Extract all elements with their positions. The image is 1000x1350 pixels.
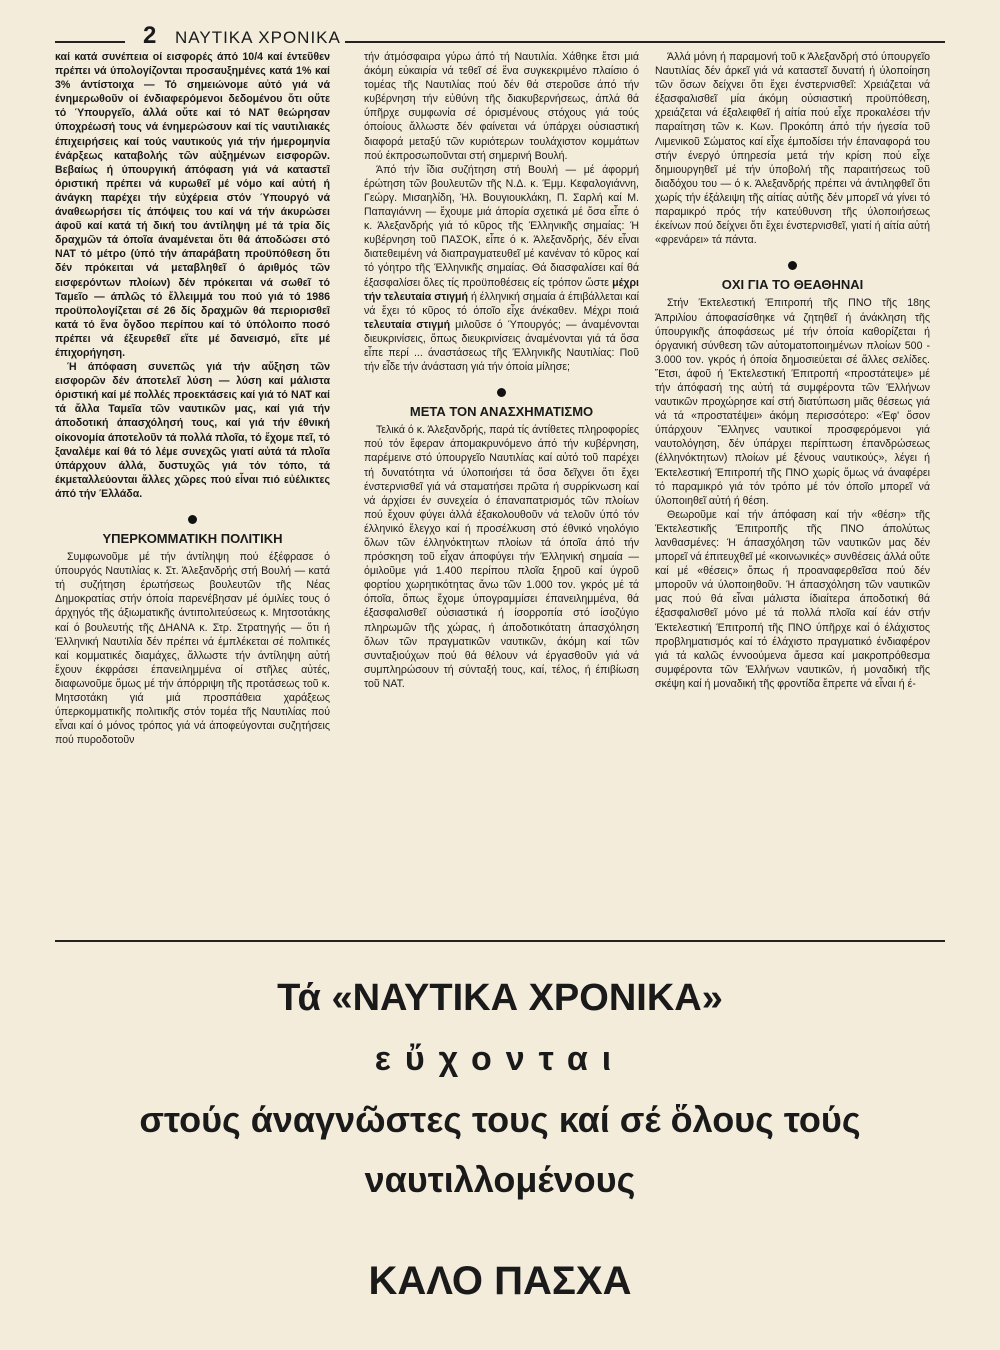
section-bullet-icon bbox=[788, 261, 797, 270]
col2-paragraph-1: τήν άτμόσφαιρα γύρω άπό τή Ναυτιλία. Χάθηκε ἔτσι μιά άκόμη εὐκαιρία νά τεθεῖ σέ ἕνα συγκεκριμένο πλαίσιο ό τομέας τῆς Ναυτιλίας πού δέν θά στεροῦσε άπό τήν κυβέρνηση τήν εὐθύνη τῆς διακυβερνήσεως, άπλά θά ύπῆρχε συμφωνία σέ όρισμένους στόχους γιά τούς όποίους ἄλλωστε δέν φαίνεται νά ύπάρχει οὐσιαστική διαφορά μεταξύ τῶν κυριότερων τουλάχιστον κομμάτων πού έκπροσωποῦνται στή σημερινή Βουλή. bbox=[364, 51, 639, 162]
greeting-title: Τά «ΝΑΥΤΙΚΑ ΧΡΟΝΙΚΑ» bbox=[277, 977, 723, 1019]
header-rule-left bbox=[55, 41, 125, 43]
subhead-oxi-gia-to-theathinai: ΟΧΙ ΓΙΑ ΤΟ ΘΕΑΘΗΝΑΙ bbox=[721, 277, 864, 293]
col3-paragraph-3: Θεωροῦμε καί τήν άπόφαση καί τήν «θέση» τῆς Έκτελεστικῆς Έπιτροπῆς τῆς ΠΝΟ άπολύτως λανθασμένες: Ή άπασχόληση τῶν ναυτικῶν μας δέν μπορεῖ νά έπιτευχθεῖ μέ «κοινωνικές» συνθέσεις άλλά οὔτε καί μέ «θέσεις» ὅπως ή προαναφερθεῖσα πού δέν μποροῦν νά ύλοποιηθοῦν. Ή άπασχόληση τῶν ναυτικῶν μας πού θά εἶναι μάλιστα ίδιαίτερα άποδοτική θά έξασφαλισθεῖ μόνο μέ τά πολλά πλοῖα καί έάν στήν Έκτελεστική Έπιτροπή τῆς ΠΝΟ ύπῆρχε καί ό έλάχιστος προβληματισμός καί τό έλάχιστο πραγματικό ένδιαφέρον γιά τά καλῶς έννοούμενα ἄμεσα καί μακροπρόθεσμα συμφέροντα τῶν Έλλήνων ναυτικῶν, ή μοναδική τῆς σκέψη καί ή μοναδική τῆς φροντίδα ἔπρεπε νά εἶναι ή έ- bbox=[655, 508, 930, 690]
greeting-wish: εὔχονται bbox=[374, 1040, 626, 1078]
col2-paragraph-2 bbox=[364, 163, 639, 374]
header-rule-right bbox=[345, 41, 945, 43]
masthead: ΝΑΥΤΙΚΑ ΧΡΟΝΙΚΑ bbox=[175, 28, 341, 47]
col2-paragraph-2-text: Άπό τήν ἴδια συζήτηση στή Βουλή — μέ άφορμή έρώτηση τῶν βουλευτῶν τῆς Ν.Δ. κ. Έμμ. Κεφαλογιάννη, Γεώργ. Μισαηλίδη, Ήλ. Βουγιουκλάκη, Π. Σαρλή καί Μ. Παπαγιάννη — ἔχουμε μιά άπορία σχετικά μέ ὅσα εἶπε ό κ. Άλεξανδρής γιά τό κῦρος τῆς Έλληνικῆς σημαίας: Ή κυβέρνηση τοῦ ΠΑΣΟΚ, εἶπε ό κ. Άλεξανδρής, δέν εἶναι διατεθειμένη νά διαπραγματευθεῖ μέ κανέναν τό κῦρος καί τό γόητρο τῆς Έλληνικῆς σημαίας. Θά διασφαλίσει καί θά έξασφαλίσει ὅλες τίς προϋποθέσεις είς τρόπον ὥστε bbox=[364, 163, 639, 289]
page-number: 2 bbox=[143, 22, 157, 49]
greeting-readers: στούς άναγνῶστες τους καί σέ ὅλους τούς bbox=[139, 1099, 861, 1140]
col1-paragraph-3: Συμφωνοῦμε μέ τήν άντίληψη πού έξέφρασε ό ύπουργός Ναυτιλίας κ. Στ. Άλεξανδρής στή Βουλή — κατά τή συζήτηση έρωτήσεως βουλευτῶν τῆς Νέας Δημοκρατίας στήν όποία παρενέβησαν μέ όμιλίες τους ό άρχηγός τῆς άξιωματικῆς άντιπολιτεύσεως κ. Μητσοτάκης καί ό βουλευτής τῆς ΔΗΑΝΑ κ. Στρ. Στρατηγής — ὅτι ή Έλληνική Ναυτιλία δέν πρέπει νά έμπλέκεται σέ πολιτικές καί κομματικές διαμάχες, ἄλλωστε τήν άντίληψη αὐτή ἔχουν έκφράσει έπανειλημμένα οί στῆλες αὐτές, διαφωνοῦμε ὅμως μέ τήν άπόρριψη τῆς προτάσεως τοῦ κ. Μητσοτάκη γιά μιά προσπάθεια χαράξεως ύπερκομματικῆς πολιτικῆς στόν τομέα τῆς Ναυτιλίας πού εἶναι καί ό μόνος τρόπος γιά νά άποφεύγονται συζητήσεις πού πυροδοτοῦν bbox=[55, 551, 330, 747]
column-1 bbox=[55, 50, 330, 930]
section-bullet-icon bbox=[188, 515, 197, 524]
highlight-last-moment-2: τελευταία στιγμή bbox=[364, 318, 451, 331]
col1-paragraph-2: Ή άπόφαση συνεπῶς γιά τήν αὔξηση τῶν εισφορῶν δέν άποτελεῖ λύση — λύση καί μάλιστα όριστική καί μέ πολλές προεκτάσεις καί γιά τό ΝΑΤ καί τά ἄλλα Ταμεῖα τῶν ναυτικῶν μας, καί γιά τήν άποδοτική άπασχόλησή τους, καί γιά τήν έθνική οίκονομία άποτελοῦν τά πολλά πλοῖα, τό ἔχομε πεῖ, τό ξαναλέμε καί θά τό λέμε συνεχῶς γιατί αὐτά τά πλοῖα ύπάρχουν άλλά, δυστυχῶς γιά τόν τόπο, τά έκμεταλλεύονται ἄλλες χῶρες πού εἶναι πιό εὐέλικτες άπό τήν Έλλάδα. bbox=[55, 361, 330, 500]
column-2 bbox=[364, 50, 639, 930]
col2-paragraph-3: Τελικά ό κ. Άλεξανδρής, παρά τίς άντίθετες πληροφορίες πού τόν ἔφεραν άπομακρυνόμενο άπό τήν κυβέρνηση, παρέμεινε στό ύπουργεῖο Ναυτιλίας καί αὐτό τοῦ παρέχει τή δυνατότητα νά ύλοποιήσει τά ὅσα δεῖχνει ὅτι ἔχει ένστερνισθεῖ γιά νά σταματήσει πρῶτα ή συρρίκνωση καί νά άρχίσει έν συνεχεία ό έπαναπατρισμός τῶν πλοίων πού ἔχουν φύγει άλλά έξακολουθοῦν νά τελοῦν ύπό τόν έλληνικό ἔλεγχο καί ή προσέλκυση στό έθνικό νηολόγιο ὅλων τῶν έλληνόκτητων πλοίων τά όποῖα άπό τήν πρόσκηση τοῦ εἶχαν άποφύγει τήν Έλληνική σημαία — όμιλοῦμε γιά 1.400 περίπου πλοῖα ξηροῦ καί ύγροῦ φορτίου χωρητικότητας ἄνω τῶν 1.000 τον. γκρός μέ τά όποῖα, ὅπως ἔχομε ύπογραμμίσει έπανειλημμένα, θά έξασφαλισθεῖ οὐσιαστικά ή ίσορροπία στό ίσοζύγιο πληρωμῶν τῆς χώρας, ή άποδοτικότατη άπασχόληση ὅλων τῶν πραγματικῶν ναυτικῶν, άκόμη καί τῶν συνταξιούχων πού θά θέλουν νά έργασθοῦν γιά νά συμπληρώσουν τή σύνταξή τους, καί, τέλος, ή έπιβίωση τοῦ ΝΑΤ. bbox=[364, 424, 639, 690]
article-columns bbox=[55, 50, 945, 930]
col2-paragraph-2-text-c: μιλοῦσε ό Ύπουργός; — άναμένονται διευκρινίσεις, ὅπως διευκρινίσεις άναμένονται γιά τά ὅσα εἶπε περί ... άναστάσεως τῆς Έλληνικῆς Ναυτιλίας: Ποῦ τήν εἶδε τήν άνάσταση γιά τήν όποία μίλησε; bbox=[364, 318, 639, 374]
col3-paragraph-2: Στήν Έκτελεστική Έπιτροπή τῆς ΠΝΟ τῆς 18ης Άπριλίου άποφασίσθηκε νά ζητηθεῖ ή άνάκληση τῆς ύπουργικῆς άποφάσεως μέ τήν όποία καθορίζεται ή όργανική σύνθεση τῶν αὐτοματοποιημένων πλοίων 500 - 3.000 τον. γκρός ή όποία δημοσιεύεται σέ ἄλλες σελίδες. Ἔτσι, άφοῦ ή Έκτελεστική Έπιτροπή «προστάτεψε» μέ τήν άπόφασή της αὐτή τά συμφέροντα τῶν Έλλήνων ναυτικῶν προχώρησε καί στή διατύπωση μιᾶς θέσεως γιά νά τά «προστατέψει» άκόμη περισσότερο: «Ἐφ' ὅσον ύπάρχουν Ἕλληνες ναυτικοί προσφερόμενοι γιά ναυτολόγηση, δέν ύπάρχει περίπτωση έπανδρώσεως (έλληνόκτητων) πλοίων μέ ξένους ναυτικούς», λέγει ή Έκτελεστική Έπιτροπή τῆς ΠΝΟ χωρίς ὅμως νά άναφέρει τό παραμικρό γιά τόν τρόπο μέ τόν όποῖο μπορεῖ νά ύλοποιηθεῖ αὐτή ή θέση. bbox=[655, 297, 930, 507]
col1-paragraph-1: καί κατά συνέπεια οί εισφορές άπό 10/4 καί έντεῦθεν πρέπει νά ύπολογίζονται προσαυξημένες κατά 1% καί 3% άντίστοιχα — Τό σημειώνομε αὐτό γιά νά ένημερωθοῦν οί ένδιαφερόμενοι δεδομένου ὅτι οὔτε τό Ύπουργεῖο, άλλά οὔτε καί τό ΝΑΤ θεώρησαν ύποχρέωσή τους νά ένημερώσουν καί τίς ναυτιλιακές έπιχειρήσεις καί τούς ναυτικούς γιά τήν ήμερομηνία ένάρξεως καταβολής τῶν αὐξημένων εισφορῶν. Βεβαίως ή ύπουργική άπόφαση γιά νά καταστεῖ όριστική πρέπει νά κυρωθεῖ μέ νόμο καί αὐτή ή άνάγκη παρέχει τήν εὐχέρεια στόν Ύπουργό νά άναθεωρήσει τίς άπόψεις του καί νά τήν άκυρώσει άφοῦ καί κατά τή δική του άντίληψη μέ τά τρία δίς δραχμῶν τά όποῖα άναμένεται ὅτι θά άποδώσει στό ΝΑΤ τό μέτρο (ύπό τήν άπαράβατη προϋπόθεση ὅτι δέν πρόκειται νά μεταβληθεῖ ό άριθμός τῶν εισφερόντων πλοίων) δέν πρόκειται νά σωθεῖ τό Ταμεῖο — άπλῶς τό ἔλλειμμά του πού γιά τό 1986 προϋπολογίζεται σέ 26 δίς δραχμῶν θά περιορισθεῖ κατά τό ἕνα ὄγδοο περίπου καί τό ύπόλοιπο ποσό πρέπει νά έξευρεθεῖ εἴτε μέ δανεισμό, εἴτε μέ έπιχορήγηση. bbox=[55, 51, 330, 359]
page-header bbox=[55, 22, 945, 50]
column-3 bbox=[655, 50, 930, 930]
greeting-seafarers: ναυτιλλομένους bbox=[364, 1159, 636, 1200]
subhead-yperkommatiki-politiki: ΥΠΕΡΚΟΜΜΑΤΙΚΗ ΠΟΛΙΤΙΚΗ bbox=[102, 531, 283, 546]
greeting-kalo-pasxa: ΚΑΛΟ ΠΑΣΧΑ bbox=[368, 1259, 632, 1303]
section-divider bbox=[55, 940, 945, 942]
section-bullet-icon bbox=[497, 388, 506, 397]
col2-paragraph-2-text-b: ή έλληνική σημαία ά έπιβάλλεται καί νά ἔχει τό κῦρος τό όποῖο εἶχε άνέκαθεν. Μέχρι ποιά bbox=[364, 290, 639, 317]
col3-paragraph-1: Άλλά μόνη ή παραμονή τοῦ κ Άλεξανδρή στό ύπουργεῖο Ναυτιλίας δέν άρκεῖ γιά νά καταστεῖ δυνατή ή ύλοποίηση τῶν ὅσων δείχνει ὅτι ἔχει ένστερνισθεῖ: Χρειάζεται νά έξασφαλισθεῖ μία άκόμη οὐσιαστική προϋπόθεση, χρειάζεται νά έξαλειφθεῖ ή αίτία πού εἶχε προκαλέσει τήν παραίτηση τῶν κ. Κων. Προκόπη άπό τήν ήγεσία τοῦ Λιμενικοῦ Σώματος καί εἶχε έμποδίσει τήν έπαναφορά του στήν ένεργό ύπηρεσία μετά τήν κρίση πού εἶχε δημιουργηθεῖ μέ τήν ύποβολή τῆς παραιτήσεως τοῦ διαδόχου του — ό κ. Άλεξανδρής πρέπει νά άντιληφθεῖ ὅτι χωρίς τήν έξάλειψη τῆς αίτίας αὐτῆς δέν μπορεῖ νά γίνει τό παραμικρό πρός τήν κατεύθυνση τῆς ύλοποιήσεως έκείνων πού δείχνει ὅτι ἔχει ένστερνισθεῖ, γιατί ή αίτία αὐτή «φρενάρει» τά πάντα. bbox=[655, 51, 930, 247]
subhead-meta-ton-anasxhmatismo: ΜΕΤΑ ΤΟΝ ΑΝΑΣΧΗΜΑΤΙΣΜΟ bbox=[409, 404, 594, 420]
easter-greeting bbox=[0, 960, 1000, 1310]
highlight-last-moment: μέχρι τήν τελευταία στιγμή bbox=[364, 276, 639, 303]
